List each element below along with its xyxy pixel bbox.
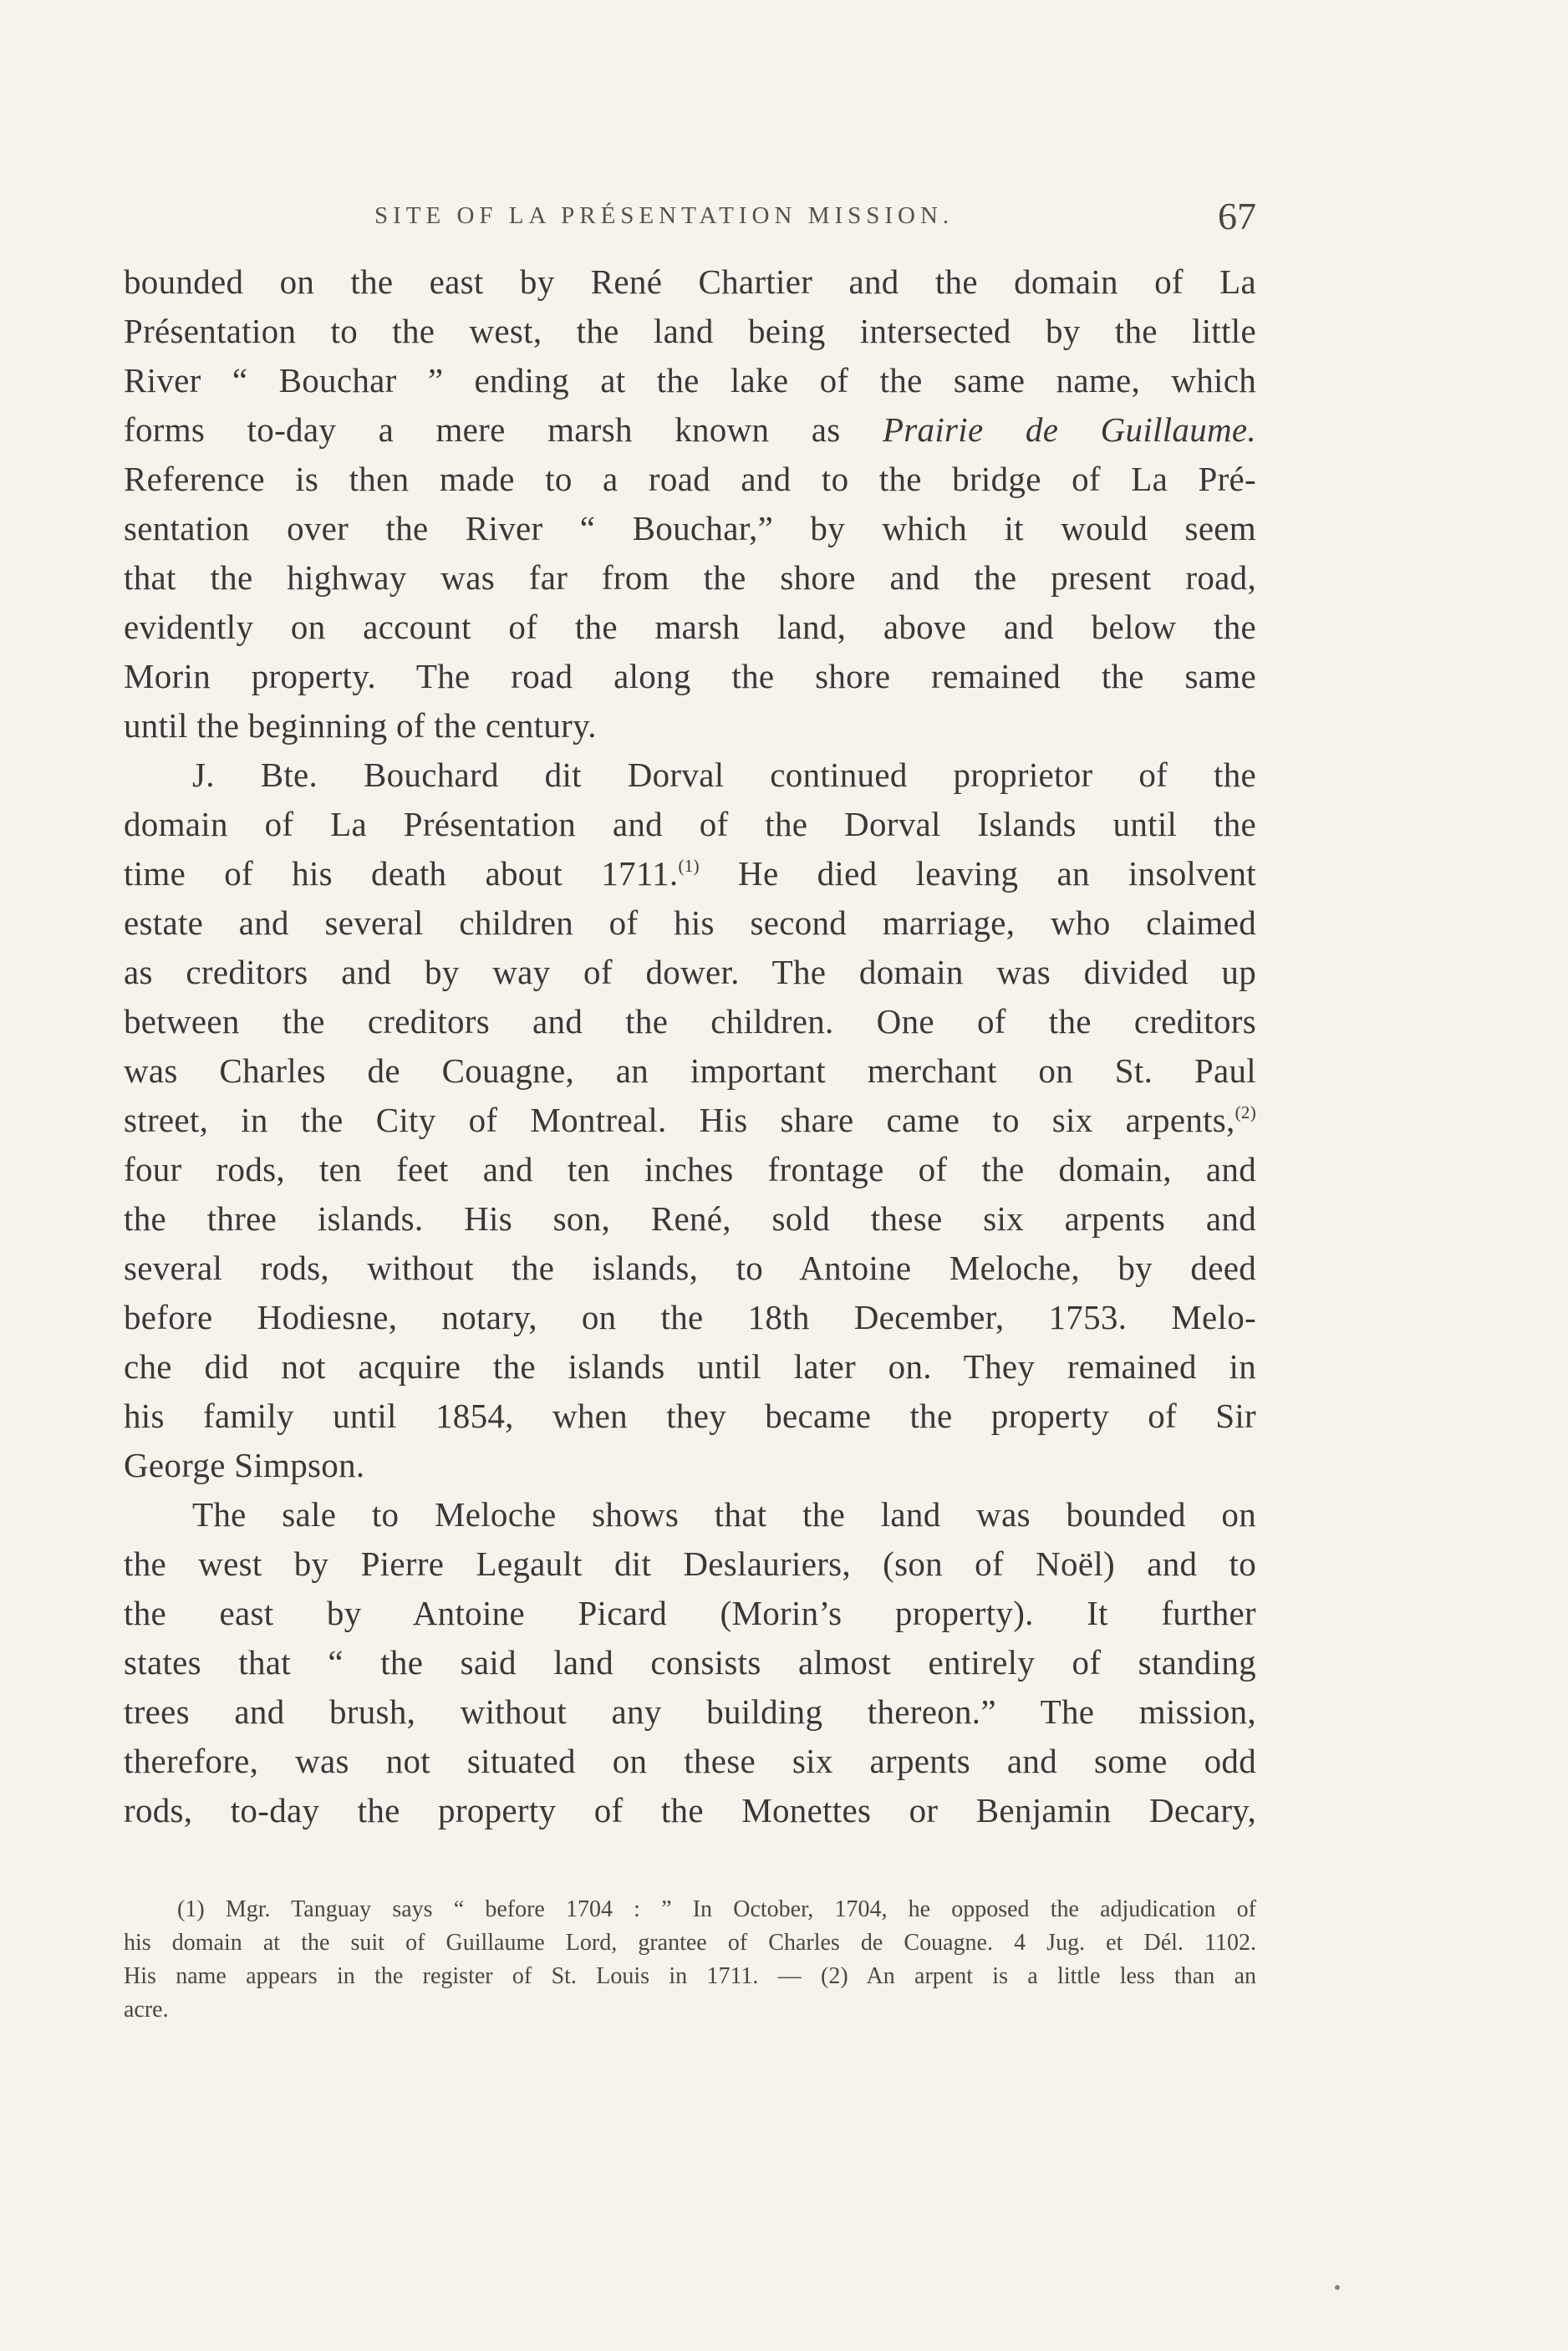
text-line: the west by Pierre Legault dit Deslauriers, (son of Noël) and to — [124, 1544, 1256, 1583]
text-line: therefore, was not situated on these six arpents and some odd — [124, 1742, 1256, 1780]
footnote-line: (1) Mgr. Tanguay says “ before 1704 : ” In October, 1704, he opposed the adjudication of — [177, 1896, 1256, 1922]
text-line: bounded on the east by René Chartier and the domain of La — [124, 262, 1256, 301]
page-number: 67 — [1218, 195, 1256, 237]
text-line: several rods, without the islands, to Antoine Meloche, by deed — [124, 1249, 1256, 1287]
text-line: between the creditors and the children. One of the creditors — [124, 1002, 1256, 1041]
paragraph-2 — [124, 751, 1256, 1490]
text-line: estate and several children of his second marriage, who claimed — [124, 903, 1256, 942]
paragraph-1 — [124, 257, 1256, 751]
text-line: rods, to-day the property of the Monettes or Benjamin Decary, — [124, 1791, 1256, 1829]
text-line: before Hodiesne, notary, on the 18th December, 1753. Melo- — [124, 1298, 1256, 1336]
text-line-segment: forms to-day a mere marsh known as — [124, 410, 841, 449]
text-line: the east by Antoine Picard (Morin’s property). It further — [124, 1594, 1256, 1632]
text-line: as creditors and by way of dower. The domain was divided up — [124, 953, 1256, 991]
text-line: sentation over the River “ Bouchar,” by which it would seem — [124, 509, 1256, 547]
text-line: the three islands. His son, René, sold these six arpents and — [124, 1199, 1256, 1238]
text-line: four rods, ten feet and ten inches frontage of the domain, and — [124, 1150, 1256, 1188]
text-line: Morin property. The road along the shore remained the same — [124, 657, 1256, 695]
text-line: che did not acquire the islands until later on. They remained in — [124, 1347, 1256, 1386]
text-line: trees and brush, without any building thereon.” The mission, — [124, 1692, 1256, 1731]
body-text — [124, 257, 1256, 1835]
text-line: River “ Bouchar ” ending at the lake of the same name, which — [124, 361, 1256, 399]
text-line: his family until 1854, when they became the property of Sir — [124, 1397, 1256, 1435]
text-line-segment: He died leaving an insolvent — [738, 854, 1256, 893]
footnotes — [124, 1893, 1256, 2027]
text-line: until the beginning of the century. — [124, 706, 597, 745]
footnote-line: acre. — [124, 1997, 169, 2023]
footnote-ref-2: (2) — [1235, 1102, 1256, 1122]
paper-speck — [1335, 2285, 1340, 2290]
text-line: was Charles de Couagne, an important merchant on St. Paul — [124, 1051, 1256, 1090]
italic-place-name: Prairie de Guillaume. — [882, 410, 1256, 449]
text-line — [124, 1096, 1256, 1145]
text-line: J. Bte. Bouchard dit Dorval continued proprietor of the — [192, 756, 1256, 794]
text-line: that the highway was far from the shore and the present road, — [124, 558, 1256, 597]
running-head: SITE OF LA PRÉSENTATION MISSION. — [374, 202, 955, 229]
text-line: states that “ the said land consists almost entirely of standing — [124, 1643, 1256, 1682]
text-line — [124, 849, 1256, 898]
text-line: Reference is then made to a road and to the bridge of La Pré- — [124, 460, 1256, 498]
paragraph-3 — [124, 1490, 1256, 1835]
text-line: Présentation to the west, the land being intersected by the little — [124, 312, 1256, 350]
page-header — [124, 194, 1256, 252]
text-line: domain of La Présentation and of the Dorval Islands until the — [124, 805, 1256, 843]
text-line: The sale to Meloche shows that the land was bounded on — [192, 1495, 1256, 1534]
text-line: George Simpson. — [124, 1446, 365, 1484]
footnote-line: His name appears in the register of St. Louis in 1711. — (2) An arpent is a little less than an — [124, 1963, 1256, 1989]
footnote-line: his domain at the suit of Guillaume Lord, grantee of Charles de Couagne. 4 Jug. et Dél. 1102. — [124, 1930, 1256, 1956]
text-line — [124, 405, 1256, 455]
text-line-segment: time of his death about 1711. — [124, 854, 679, 893]
text-line-segment: street, in the City of Montreal. His share came to six arpents, — [124, 1101, 1235, 1139]
footnote-ref-1: (1) — [678, 856, 700, 876]
text-line: evidently on account of the marsh land, above and below the — [124, 608, 1256, 646]
